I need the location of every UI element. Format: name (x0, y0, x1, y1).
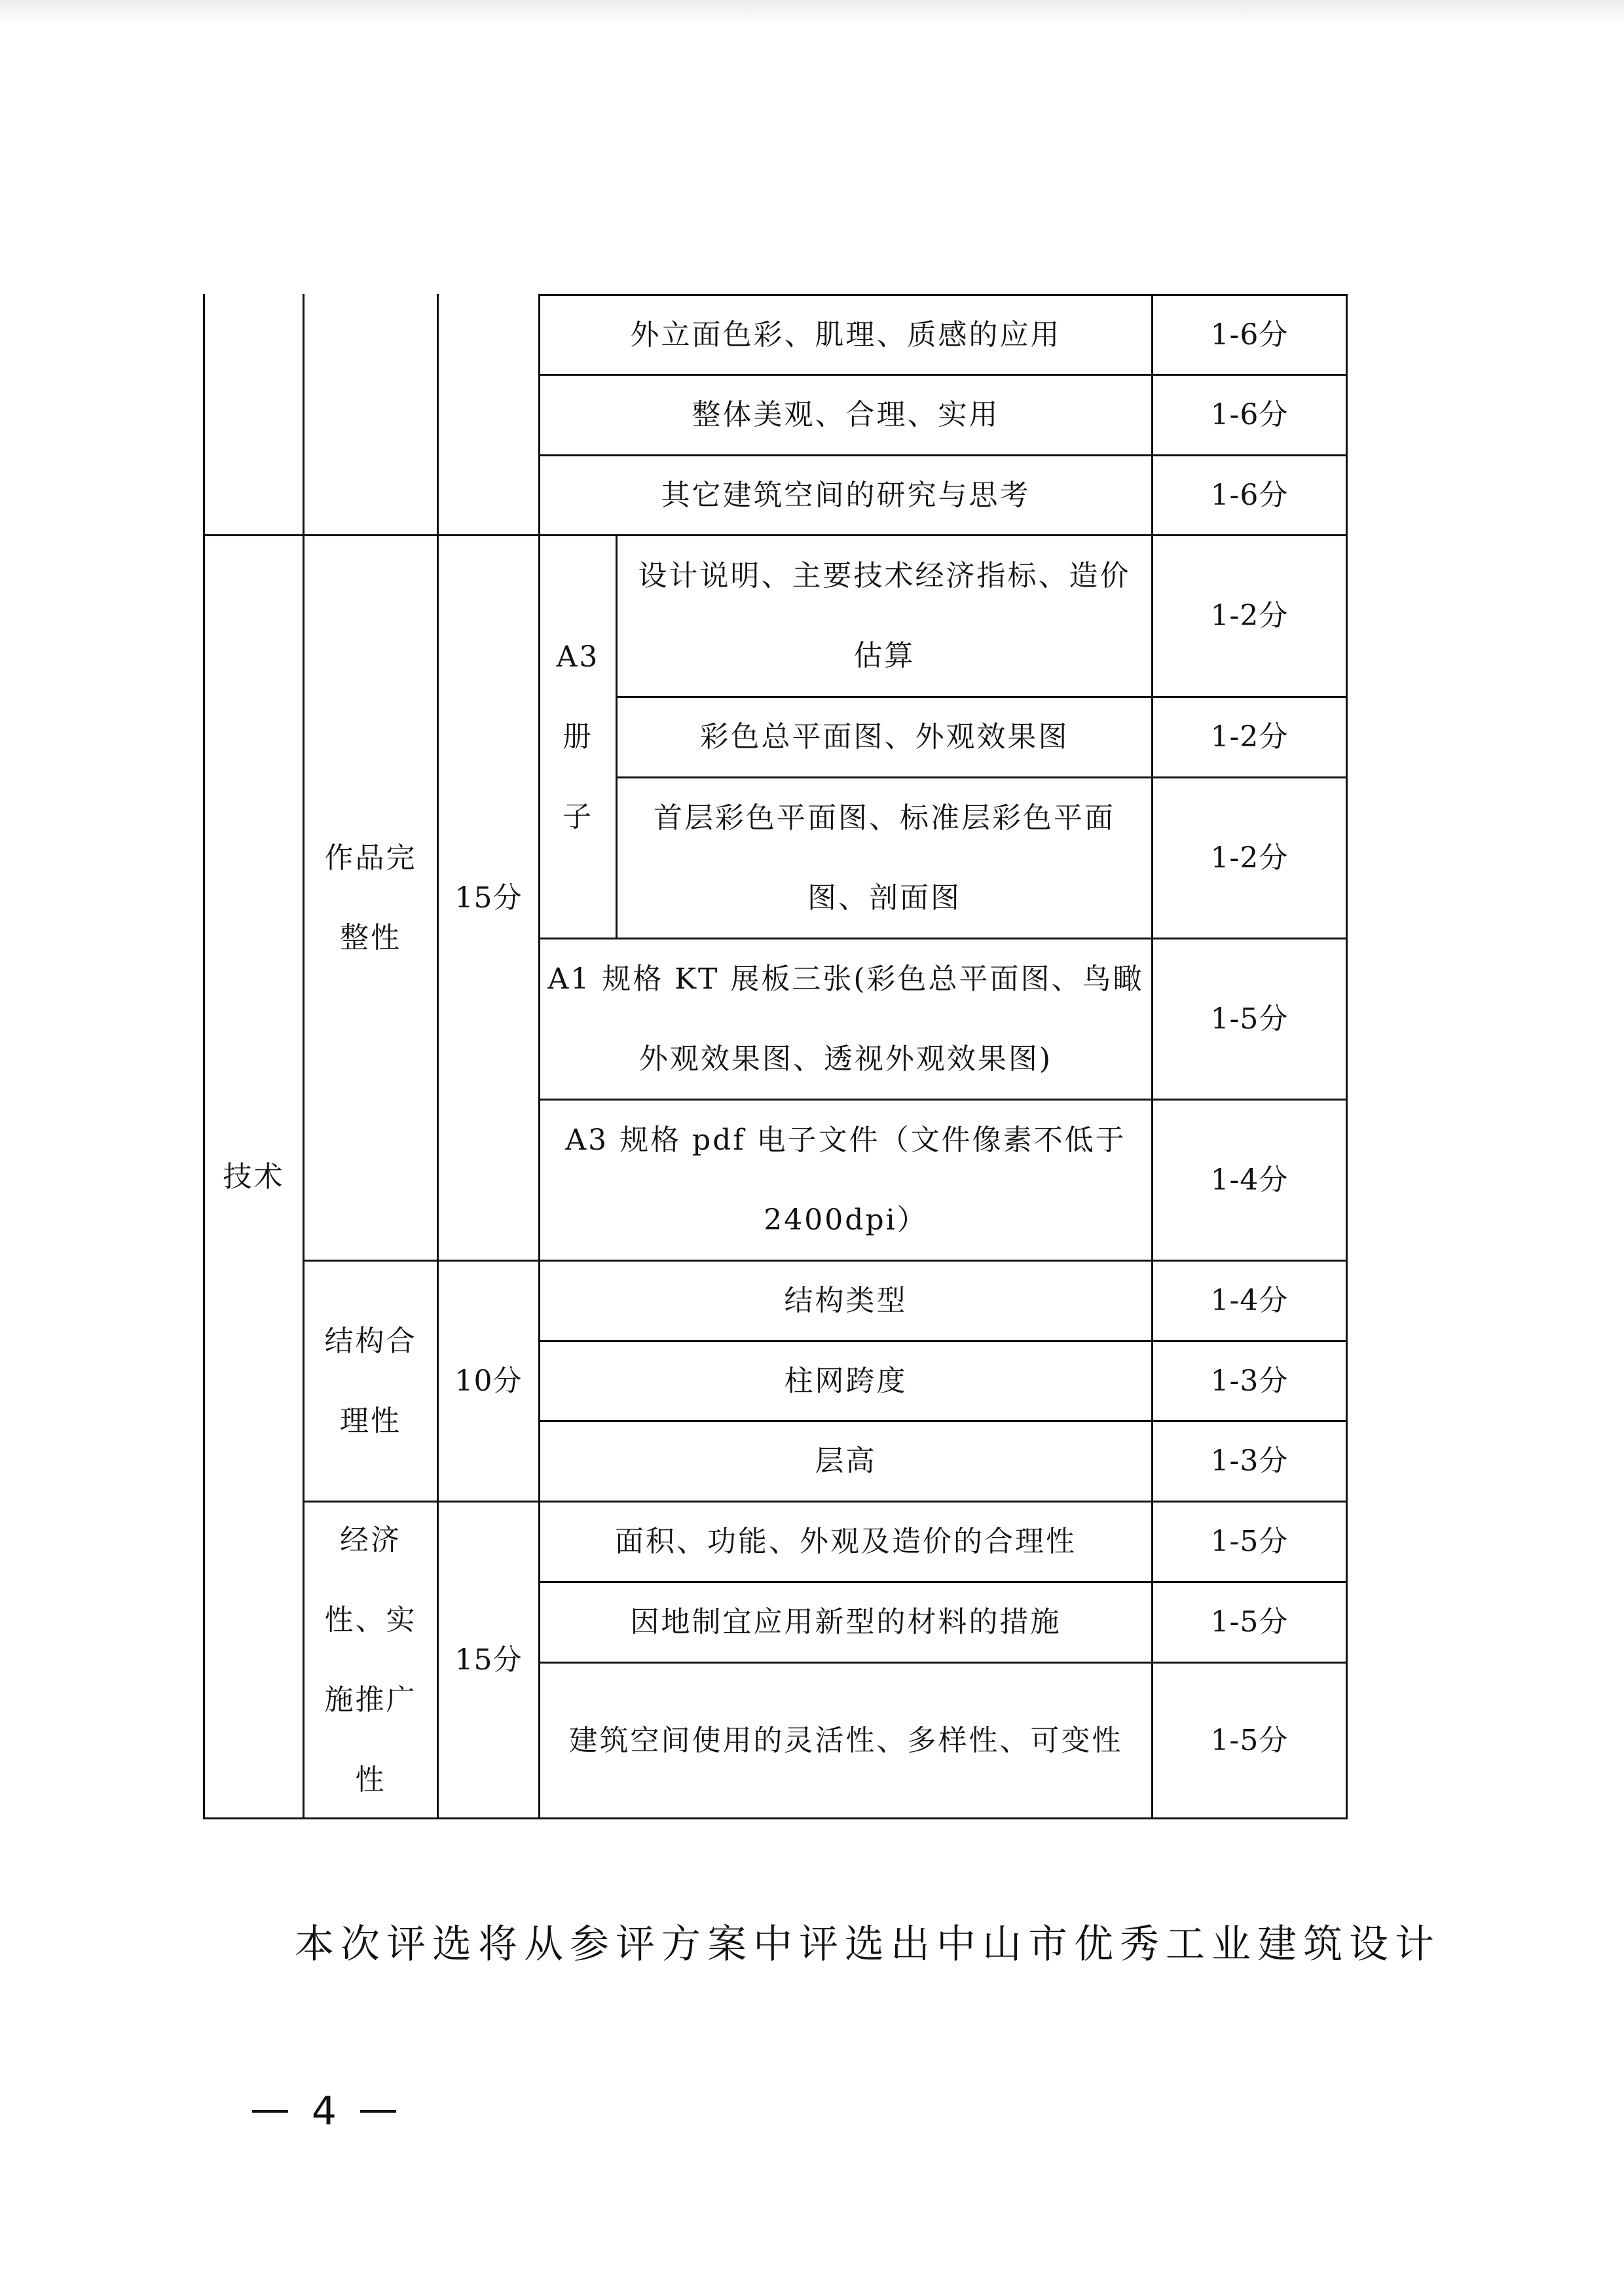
score-cell: 1-5分 (1210, 1723, 1289, 1757)
group-name-line: 整性 (340, 920, 401, 955)
table-border-right (1346, 294, 1348, 1819)
score-cell: 1-2分 (1210, 599, 1289, 632)
criteria-line: A1 规格 KT 展板三张(彩色总平面图、鸟瞰 (547, 962, 1144, 996)
score-cell: 1-5分 (1210, 1002, 1289, 1036)
page-number-dash-right (360, 2110, 396, 2113)
criteria-line: 设计说明、主要技术经济指标、造价 (638, 559, 1131, 592)
score-cell: 1-6分 (1210, 478, 1289, 512)
group-name-cell (304, 536, 437, 1260)
criteria-line: 外观效果图、透视外观效果图) (638, 1042, 1053, 1076)
category-cell: 技术 (223, 1159, 285, 1194)
criteria-line: 2400dpi） (764, 1203, 928, 1237)
scan-top-edge (0, 0, 1624, 24)
subgroup-label-line: 册 (563, 720, 593, 754)
score-cell: 1-2分 (1210, 720, 1289, 754)
body-paragraph: 本次评选将从参评方案中评选出中山市优秀工业建筑设计 (295, 1922, 1441, 1967)
criteria-line: A3 规格 pdf 电子文件（文件像素不低于 (565, 1123, 1126, 1157)
criteria-cell (540, 1101, 1151, 1260)
group-name-line: 经济 (340, 1523, 401, 1557)
score-cell: 1-3分 (1210, 1364, 1289, 1398)
criteria-line: 估算 (853, 639, 915, 672)
criteria-cell: 面积、功能、外观及造价的合理性 (615, 1525, 1077, 1558)
criteria-cell: 层高 (815, 1444, 877, 1478)
group-name-line: 作品完 (324, 841, 417, 875)
criteria-cell: 建筑空间使用的灵活性、多样性、可变性 (568, 1723, 1123, 1757)
score-cell: 1-4分 (1210, 1284, 1289, 1317)
group-name-line: 性 (355, 1762, 386, 1796)
score-cell: 1-6分 (1210, 318, 1289, 352)
group-name-cell (304, 1503, 437, 1817)
group-name-cell (304, 1262, 437, 1501)
score-cell: 1-5分 (1210, 1605, 1289, 1639)
score-cell: 1-5分 (1210, 1525, 1289, 1558)
criteria-cell (618, 536, 1151, 696)
group-weight-cell: 15分 (454, 1643, 523, 1677)
page-number-value: 4 (311, 2088, 337, 2134)
criteria-line: 首层彩色平面图、标准层彩色平面 (654, 801, 1115, 835)
score-cell: 1-3分 (1210, 1444, 1289, 1478)
criteria-cell (618, 778, 1151, 938)
scoring-table (203, 294, 1348, 1819)
criteria-cell: 其它建筑空间的研究与思考 (661, 478, 1031, 512)
criteria-cell: 整体美观、合理、实用 (692, 398, 1000, 431)
group-name-line: 结构合 (324, 1324, 417, 1358)
page-number-dash-left (252, 2110, 288, 2113)
page-number (252, 2085, 396, 2138)
group-name-line: 性、实 (324, 1603, 417, 1637)
criteria-cell: 彩色总平面图、外观效果图 (699, 720, 1069, 754)
group-weight-cell: 15分 (454, 881, 523, 915)
group-weight-cell: 10分 (454, 1364, 523, 1398)
criteria-line: 图、剖面图 (807, 881, 961, 915)
criteria-cell: 结构类型 (784, 1284, 908, 1317)
criteria-cell: 柱网跨度 (784, 1364, 908, 1398)
subgroup-label-line: 子 (563, 799, 593, 833)
criteria-cell (540, 939, 1151, 1099)
group-name-line: 理性 (340, 1404, 401, 1438)
score-cell: 1-2分 (1210, 841, 1289, 875)
criteria-cell: 外立面色彩、肌理、质感的应用 (630, 318, 1061, 352)
subgroup-label-cell (540, 536, 616, 938)
group-name-line: 施推广 (324, 1683, 417, 1717)
score-cell: 1-4分 (1210, 1163, 1289, 1197)
criteria-cell: 因地制宜应用新型的材料的措施 (630, 1605, 1061, 1639)
subgroup-label-line: A3 (556, 640, 600, 674)
score-cell: 1-6分 (1210, 398, 1289, 431)
